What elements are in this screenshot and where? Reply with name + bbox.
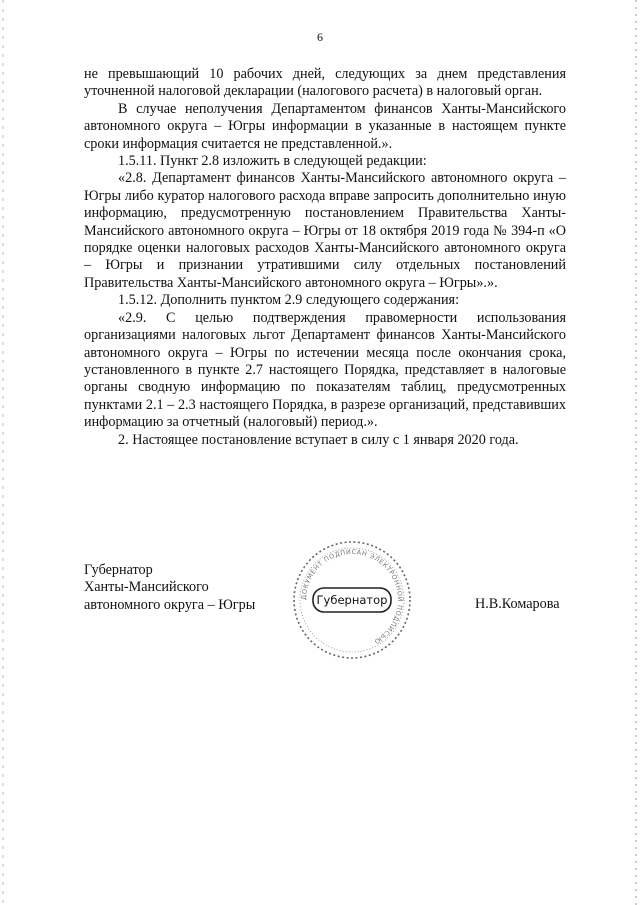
paragraph: «2.8. Департамент финансов Ханты-Мансийского автономного округа – Югры либо куратор налогового расхода вправе запросить дополнительно иную информацию, предусмотренную постановлением Правительства Ханты-Мансийского автономного округа – Югры от 18 октября 2019 года № 394-п «О порядке оценки налоговых расходов Ханты-Мансийского автономного округа – Югры и признании утратившими силу отдельных постановлений Правительства Ханты-Мансийского автономного округа – Югры».». xyxy=(84,170,566,291)
stamp-seal xyxy=(290,538,414,662)
signatory-name: Н.В.Комарова xyxy=(475,596,560,612)
stamp-ring-text: ДОКУМЕНТ ПОДПИСАН ЭЛЕКТРОННОЙ ПОДПИСЬЮ xyxy=(299,547,405,646)
paragraph: В случае неполучения Департаментом финансов Ханты-Мансийского автономного округа – Югры информации в указанные в настоящем пункте сроки информация считается не представленной.». xyxy=(84,100,566,152)
stamp-center-label: Губернатор xyxy=(316,593,388,607)
paragraph: 1.5.11. Пункт 2.8 изложить в следующей редакции: xyxy=(118,153,427,170)
signatory-title-line: Губернатор xyxy=(84,562,153,578)
paragraph: 1.5.12. Дополнить пунктом 2.9 следующего содержания: xyxy=(118,292,460,309)
paragraph: 2. Настоящее постановление вступает в силу с 1 января 2020 года. xyxy=(118,431,519,448)
signatory-title xyxy=(84,562,255,614)
paragraph: не превышающий 10 рабочих дней, следующих за днем представления уточненной налоговой декларации (налогового расчета) в налоговый орган. xyxy=(84,66,566,100)
electronic-signature-stamp xyxy=(290,538,414,662)
paragraph: «2.9. С целью подтверждения правомерности использования организациями налоговых льгот Департамент финансов Ханты-Мансийского автономного округа – Югры по истечении месяца после окончания срока, установленного в пункте 2.7 настоящего Порядка, представляет в налоговые органы сводную информацию по показателям таблиц, предусмотренных пунктами 2.1 – 2.3 настоящего Порядка, в разрезе организаций, представивших информацию за отчетный (налоговый) период.». xyxy=(84,309,566,431)
document-body xyxy=(84,66,566,449)
page-number: 6 xyxy=(317,30,323,44)
signatory-title-line: Ханты-Мансийского xyxy=(84,579,209,596)
scan-edge-right xyxy=(635,0,637,905)
scan-edge-left xyxy=(2,0,4,905)
signatory-title-line: автономного округа – Югры xyxy=(84,596,256,613)
